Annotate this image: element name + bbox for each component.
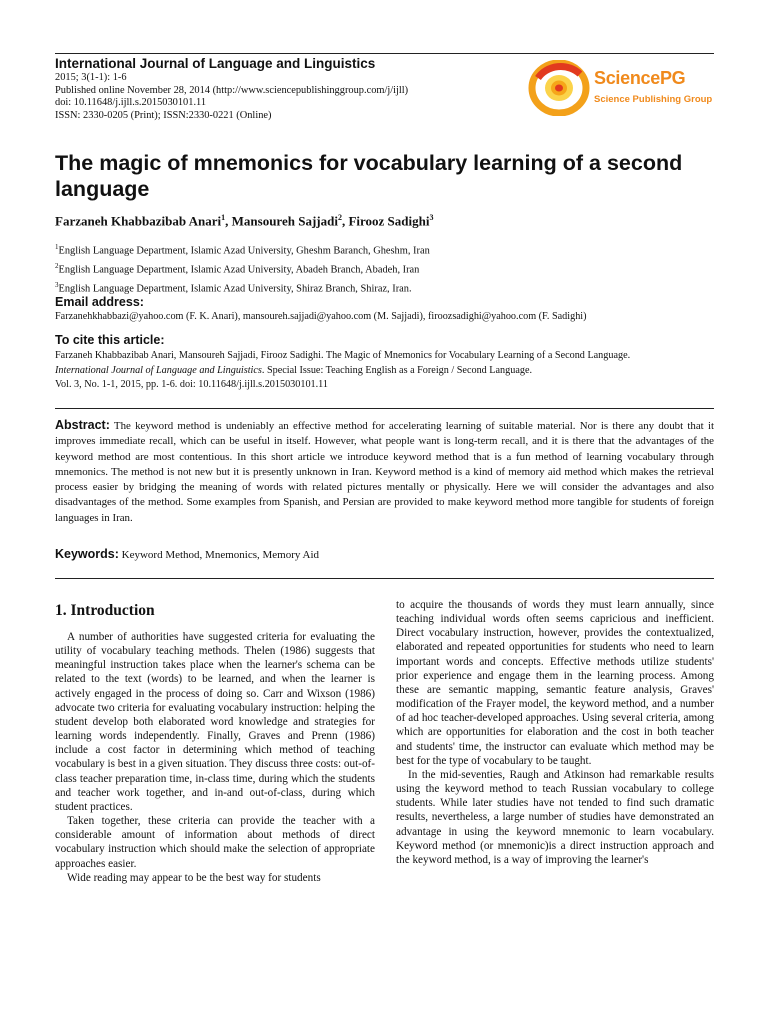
cite-heading: To cite this article:	[55, 333, 165, 347]
affiliation: $^3$English Language Department, Islamic Azad University, Shiraz Branch, Shiraz, Iran.	[55, 281, 412, 295]
abstract-text: The keyword method is undeniably an effective method for accelerating learning of suitable material. Nor is there any doubt that it improves immediate recall, which can be useful in itself. However, what people want is long-term recall, and it is there that the advantages of the keyword method are most contentious. In this short article we introduce keyword method that is a fun method of learning vocabulary through mnemonics. The method is not new but it is presently unknown in Iran. Keyword method is a kind of memory aid method which makes the retrieval process easier by bridging the meaning of words with related pictures mentally or physically. Here we will consider the advantages and also disadvantages of the method. Some examples from Spanish, and Persian are provided to make keyword method more tangible for students of foreign languages in Iran.	[55, 420, 714, 524]
abstract	[55, 418, 714, 526]
email-addresses: Farzanehkhabbazi@yahoo.com (F. K. Anari), mansoureh.sajjadi@yahoo.com (M. Sajjadi), firoozsadighi@yahoo.com (F. Sadighi)	[55, 311, 587, 322]
meta-issn: ISSN: 2330-0205 (Print); ISSN:2330-0221 (Online)	[55, 109, 272, 121]
paragraph: Wide reading may appear to be the best way for students	[67, 871, 321, 884]
abstract-top-rule	[55, 408, 714, 409]
author-name: Firooz Sadighi	[348, 213, 430, 229]
meta-doi: doi: 10.11648/j.ijll.s.2015030101.11	[55, 97, 207, 109]
author-sup: 3	[429, 213, 434, 222]
keywords	[55, 547, 319, 561]
affiliation: $^2$English Language Department, Islamic Azad University, Abadeh Branch, Abadeh, Iran	[55, 262, 420, 276]
author-name: Farzaneh Khabbazibab Anari	[55, 213, 222, 229]
affiliation: $^1$English Language Department, Islamic Azad University, Gheshm Baranch, Gheshm, Iran	[55, 243, 430, 257]
paragraph: A number of authorities have suggested criteria for evaluating the utility of vocabulary teaching methods. Thelen (1986) suggests that meaningful instruction takes place when the learner's schema can be related to the text (words) to be learned, and when the learner is actively engaged in the process of doing so. Carr and Wixson (1986) advocate two criteria for evaluating vocabulary instruction: helping the student develop both elaborated word knowledge and strategies for learning words independently. Finally, Graves and Prenn (1986) include a cost factor in determining which method of teaching vocabulary is best in a given situation. They discuss three costs: out-of-class teacher preparation time, in-class time, during which the students and teacher work together, and in-and out-of-class, during which student practices.	[55, 631, 375, 813]
citation-journal: International Journal of Language and Linguistics	[55, 364, 262, 376]
citation	[55, 349, 720, 393]
citation-line: Farzaneh Khabbazibab Anari, Mansoureh Sajjadi, Firooz Sadighi. The Magic of Mnemonics for Vocabulary Learning of a Second Language.	[55, 350, 631, 361]
section-heading: 1. Introduction	[55, 602, 155, 619]
author-sup: 2	[337, 213, 342, 222]
journal-meta	[55, 72, 408, 122]
email-heading: Email address:	[55, 295, 144, 309]
abstract-bottom-rule	[55, 578, 714, 579]
affiliations	[55, 240, 430, 297]
citation-line: International Journal of Language and Linguistics. Special Issue: Teaching English as a Foreign / Second Language.	[55, 364, 533, 376]
header-rule	[55, 53, 714, 54]
meta-published: Published online November 28, 2014 (http://www.sciencepublishinggroup.com/j/ijll)	[55, 84, 409, 96]
paragraph: In the mid-seventies, Raugh and Atkinson had remarkable results using the keyword method to teach Russian vocabulary to college students. While later studies have not tended to find such dramatic results, nevertheless, a large number of studies have demonstrated an advantage in using the keyword mnemonic to learn vocabulary. Keyword method (or mnemonic)is a direct instruction approach and the keyword method, is a way of improving the learner's	[396, 768, 714, 866]
citation-line: Vol. 3, No. 1-1, 2015, pp. 1-6. doi: 10.11648/j.ijll.s.2015030101.11	[55, 379, 328, 391]
keywords-label: Keywords:	[55, 547, 119, 561]
publisher-brand: SciencePG	[594, 68, 686, 88]
abstract-label: Abstract:	[55, 418, 110, 432]
article-title: The magic of mnemonics for vocabulary learning of a second language	[55, 151, 683, 201]
journal-title: International Journal of Language and Linguistics	[55, 56, 376, 71]
author-line: Farzaneh Khabbazibab Anari$^1$, Mansoureh Sajjadi$^2$, Firooz Sadighi$^3$	[55, 213, 434, 229]
keywords-text: Keyword Method, Mnemonics, Memory Aid	[121, 549, 320, 561]
right-column	[396, 598, 714, 867]
publisher-subtitle: Science Publishing Group	[594, 94, 713, 105]
author-name: Mansoureh Sajjadi	[231, 213, 338, 229]
publisher-logo-icon	[528, 60, 590, 116]
publisher-logo	[528, 60, 718, 115]
meta-issue: 2015; 3(1-1): 1-6	[55, 72, 127, 83]
paragraph: to acquire the thousands of words they must learn annually, since teaching individual words often seems capricious and inefficient. Direct vocabulary instruction, however, provides the contextualized, elaborated and repeated opportunities for students who need to learn important words and concepts. Effective methods utilize students' prior experience and engage them in the learning process. Among these are semantic mapping, semantic feature analysis, Graves' modification of the Frayer model, the keyword method, and a number of ad hoc teacher-developed approaches. Using several criteria, among which are opportunities for elaboration and the cost in both teacher and students' time, the instructor can evaluate which method may be best for the type of vocabulary to be taught.	[396, 599, 714, 767]
left-column	[55, 630, 375, 885]
author-sup: 1	[221, 213, 226, 222]
paragraph: Taken together, these criteria can provide the teacher with a considerable amount of information about methods of direct vocabulary instruction which should make the selection of appropriate approaches easier.	[55, 815, 375, 870]
